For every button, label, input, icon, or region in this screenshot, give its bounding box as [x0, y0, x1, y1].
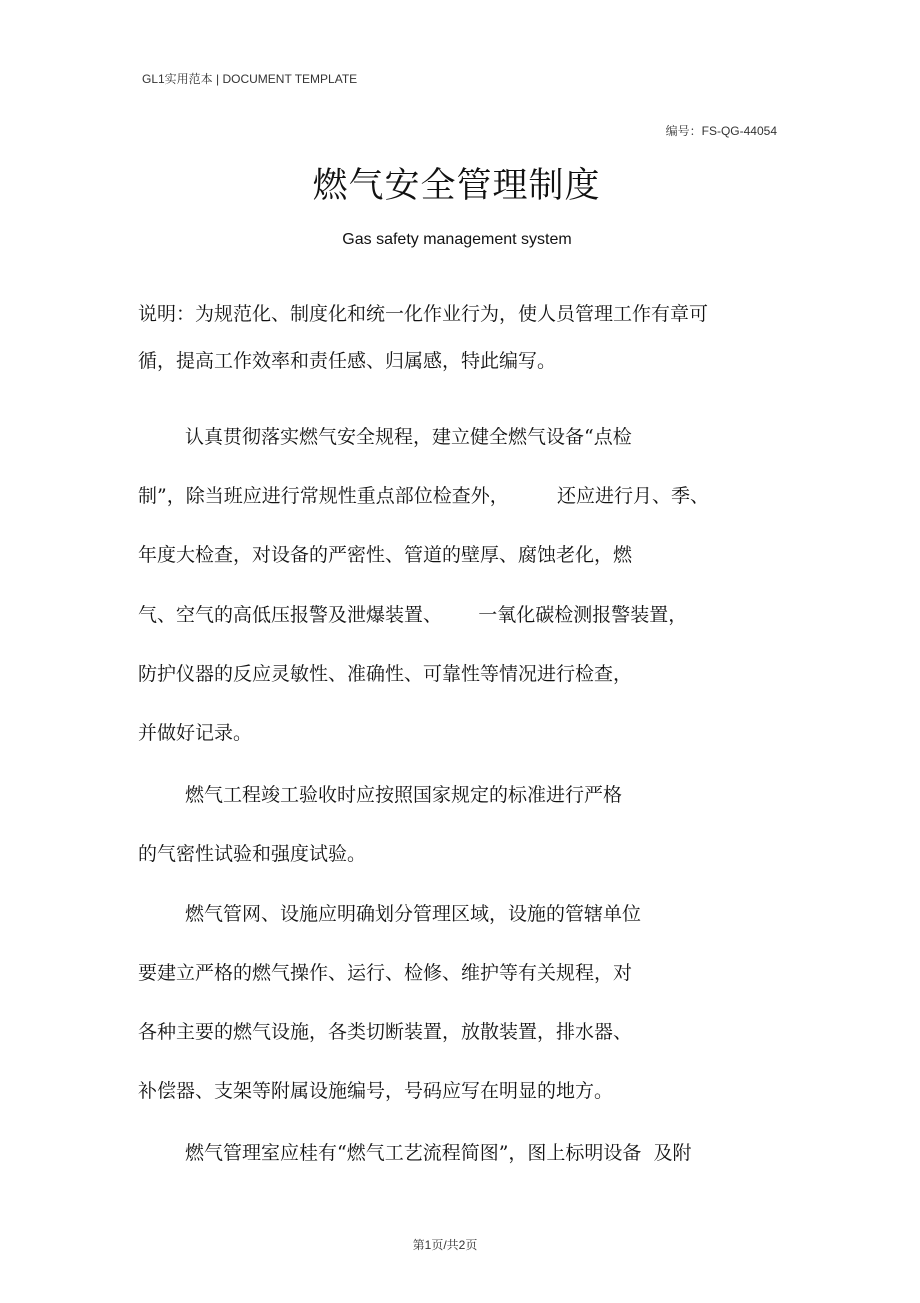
- body-line: 说明：为规范化、制度化和统一化作业行为，使人员管理工作有章可: [138, 303, 709, 325]
- body-line: 并做好记录。: [138, 722, 253, 744]
- template-header-label: GL1实用范本 | DOCUMENT TEMPLATE: [142, 72, 358, 86]
- document-title: 燃气安全管理制度: [312, 166, 601, 206]
- document-number: 编号：FS-QG-44054: [665, 124, 777, 138]
- body-line: 年度大检查，对设备的严密性、管道的壁厚、腐蚀老化，燃: [138, 544, 633, 566]
- document-subtitle: Gas safety management system: [342, 231, 572, 248]
- body-line: 燃气管理室应桂有“燃气工艺流程简图”，图上标明设备 及附: [185, 1142, 692, 1164]
- body-line: 气、空气的高低压报警及泄爆装置、 一氧化碳检测报警装置，: [138, 604, 688, 626]
- body-line: 补偿器、支架等附属设施编号，号码应写在明显的地方。: [138, 1080, 614, 1102]
- page-indicator: 第1页/共2页: [412, 1238, 478, 1252]
- body-line: 各种主要的燃气设施，各类切断装置，放散装置，排水器、: [138, 1021, 633, 1043]
- body-line: 防护仪器的反应灵敏性、准确性、可靠性等情况进行检查，: [138, 663, 633, 685]
- body-line: 认真贯彻落实燃气安全规程，建立健全燃气设备“点检: [185, 426, 632, 448]
- body-line: 循，提高工作效率和责任感、归属感，特此编写。: [138, 350, 557, 372]
- body-line: 燃气管网、设施应明确划分管理区域，设施的管辖单位: [185, 903, 642, 925]
- body-line: 制”，除当班应进行常规性重点部位检查外， 还应进行月、季、: [138, 485, 710, 507]
- body-line: 的气密性试验和强度试验。: [138, 843, 367, 865]
- body-line: 要建立严格的燃气操作、运行、检修、维护等有关规程，对: [138, 962, 633, 984]
- body-line: 燃气工程竣工验收时应按照国家规定的标准进行严格: [185, 784, 623, 806]
